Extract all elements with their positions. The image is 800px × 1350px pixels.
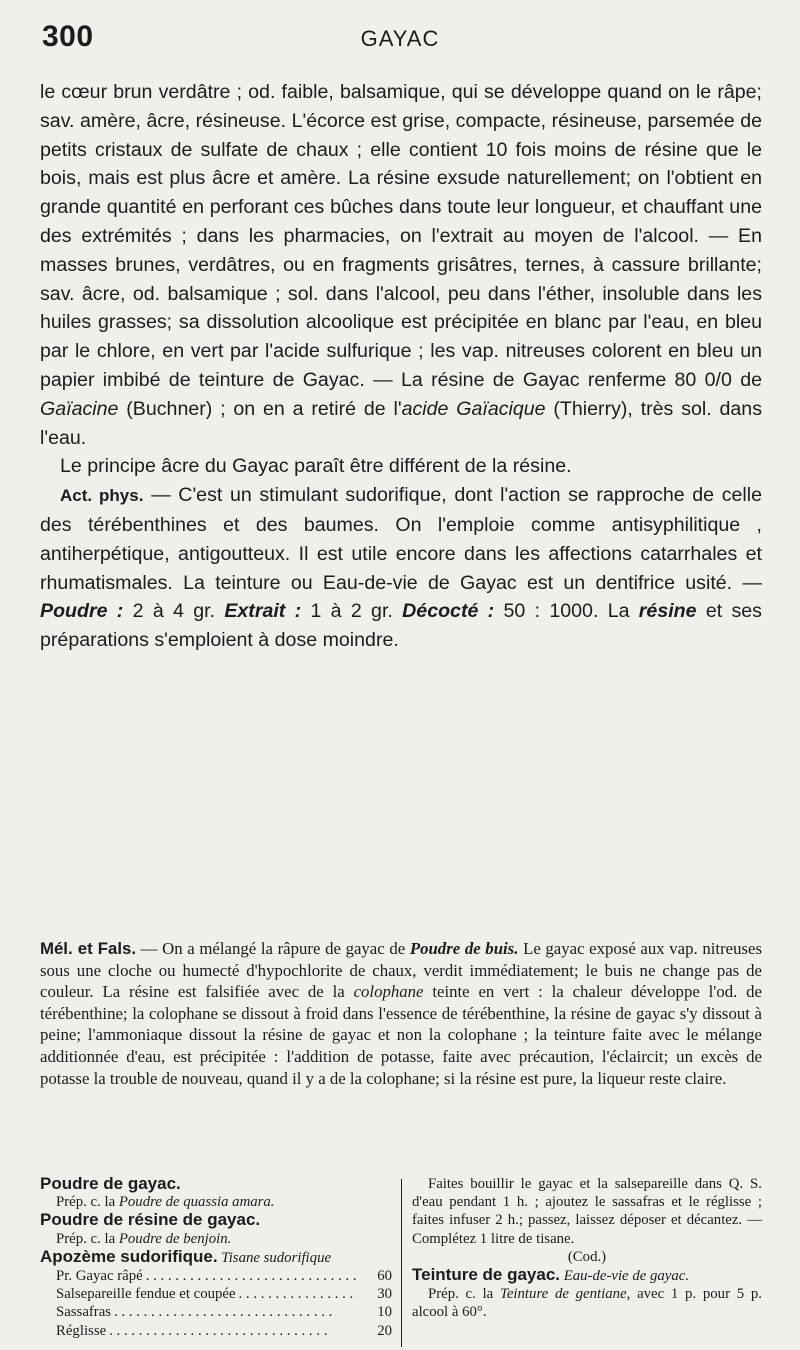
heading-apozeme-sudorifique: Apozème sudorifique. xyxy=(40,1246,218,1266)
page-number: 300 xyxy=(42,20,94,53)
prep-note xyxy=(40,1193,392,1211)
term-extrait: Extrait : xyxy=(224,600,302,623)
column-divider xyxy=(401,1179,402,1347)
instructions-text: Faites bouillir le gayac et la salsepareille dans Q. S. d'eau pendant 1 h. ; ajoutez le sassafras et le réglisse ; faites infuser 2 h.; passez, laissez déposer et décantez. — Complétez 1 litre de tisane. xyxy=(412,1176,762,1247)
term-gaiacine: Gaïacine xyxy=(40,397,119,420)
text-run: Prép. c. la xyxy=(56,1230,119,1247)
text-run: Prép. c. la xyxy=(56,1194,119,1211)
term-poudre: Poudre : xyxy=(40,600,124,623)
ingredient-name: Sassafras xyxy=(56,1304,112,1321)
text-run: Le gayac exposé aux vap. nitreuses sous une cloche ou humecté d'hypochlorite de chaux, verdit immédiatement; le buis ne change pas de couleur. La résine est falsifiée avec de la xyxy=(40,939,763,1002)
main-text xyxy=(40,78,762,655)
heading-teinture-de-gayac: Teinture de gayac. xyxy=(412,1265,561,1285)
term-ref: Poudre de benjoin. xyxy=(118,1230,232,1247)
source-cod: (Cod.) xyxy=(567,1248,607,1265)
term-poudre-de-buis: Poudre de buis. xyxy=(409,939,519,958)
text-run: 50 : 1000. La xyxy=(494,600,639,623)
page-header xyxy=(42,18,758,64)
text-run: (Thierry), très sol. dans l'eau. xyxy=(40,397,762,449)
preparations-right-column xyxy=(412,1175,762,1322)
term-acide-gaiacique: acide Gaïacique xyxy=(401,397,546,420)
heading-apozeme xyxy=(40,1248,392,1267)
heading-poudre-de-gayac: Poudre de gayac. xyxy=(40,1174,181,1193)
section-label-mel-fals: Mél. et Fals. xyxy=(40,939,137,958)
term-resine: résine xyxy=(638,600,697,623)
text-run: — On a mélangé la râpure de gayac de xyxy=(136,939,410,958)
text-run: le cœur brun verdâtre ; od. faible, balsamique, qui se développe quand on le râpe; sav. amère, âcre, résineuse. L'écorce est grise, compacte, résineuse, parsemée de petits cristaux de sulfate de chaux ; elle contient 10 fois moins de résine que le bois, mais est plus âcre et amère. La résine exsude naturellement; on l'obtient en grande quantité en perforant ces bûches dans toute leur longueur, et chauffant une des extrémités ; dans les pharmacies, on l'extrait au moyen de l'alcool. — En masses brunes, verdâtres, ou en fragments grisâtres, ternes, à cassure brillante; sav. âcre, od. balsamique ; sol. dans l'alcool, peu dans l'éther, insoluble dans les huiles grasses; sa dissolution alcoolique est précipitée en blanc par l'eau, en bleu par le chlore, en vert par l'acide sulfurique ; les vap. nitreuses colorent en bleu un papier imbibé de teinture de Gayac. — La résine de Gayac renferme 80 0/0 de xyxy=(40,81,762,391)
leader-dots xyxy=(106,1322,358,1340)
preparations-columns xyxy=(40,1175,762,1350)
paragraph-falsification xyxy=(40,938,762,1089)
ingredient-row xyxy=(40,1285,392,1303)
running-title: GAYAC xyxy=(360,26,440,51)
ingredient-qty: 30 xyxy=(377,1286,392,1303)
term-decocte: Décocté : xyxy=(402,600,495,623)
prep-note xyxy=(412,1285,762,1321)
paragraph-principe: Le principe âcre du Gayac paraît être différent de la résine. xyxy=(60,455,572,478)
text-run: 2 à 4 gr. xyxy=(123,600,225,623)
leader-dots xyxy=(236,1285,358,1303)
text-run: teinte en vert : la chaleur développe l'od. de térébenthine; la colophane se dissout à froid dans l'essence de térébenthine, la résine de gayac s'y dissout à peine; l'ammoniaque dissout la résine de gayac et non la colophane ; la teinture faite avec le mélange additionnée d'eau, est précipitée : l'addition de potasse, faite avec précaution, l'éclaircit; un excès de potasse la trouble de nouveau, quand il y a de la colophane; si la résine est pure, la liqueur reste claire. xyxy=(40,982,762,1088)
term-ref: Teinture de gentiane xyxy=(499,1286,627,1303)
ingredient-row xyxy=(40,1322,392,1340)
ingredient-qty: 20 xyxy=(377,1322,392,1339)
leader-dots xyxy=(143,1267,358,1285)
leader-dots xyxy=(111,1303,358,1321)
ingredient-row xyxy=(40,1267,392,1285)
text-run: 1 à 2 gr. xyxy=(301,600,403,623)
term-eau-de-vie: Eau-de-vie de gayac. xyxy=(563,1268,690,1285)
ingredient-name: Réglisse xyxy=(56,1322,107,1339)
term-ref: Poudre de quassia amara. xyxy=(118,1194,275,1211)
ingredient-name: Pr. Gayac râpé xyxy=(56,1268,143,1285)
ingredient-qty: 60 xyxy=(377,1268,392,1285)
prep-note xyxy=(40,1230,392,1248)
preparations-left-column xyxy=(40,1175,392,1340)
text-run: — C'est un stimulant sudorifique, dont l'action se rapproche de celle des térébenthines et des baumes. On l'emploie comme antisyphilitique , antiherpétique, antigoutteux. Il est utile encore dans les affections catarrhales et rhumatismales. La teinture ou Eau-de-vie de Gayac est un dentifrice usité. — xyxy=(40,484,763,594)
heading-poudre-de-resine: Poudre de résine de gayac. xyxy=(40,1210,261,1230)
ingredient-row xyxy=(40,1303,392,1321)
text-run: (Buchner) ; on en a retiré de l' xyxy=(118,397,402,420)
term-colophane: colophane xyxy=(353,982,424,1002)
ingredient-name: Salsepareille fendue et coupée xyxy=(56,1286,236,1303)
section-label-act-phys: Act. phys. xyxy=(60,486,144,506)
text-run: Prép. c. la xyxy=(428,1286,500,1303)
falsification-section xyxy=(40,938,762,1089)
paragraph-action xyxy=(40,481,762,655)
heading-teinture xyxy=(412,1266,762,1285)
ingredient-qty: 10 xyxy=(377,1304,392,1321)
term-tisane-sudorifique: Tisane sudorifique xyxy=(221,1249,332,1266)
text-run: et ses préparations s'emploient à dose moindre. xyxy=(40,600,762,652)
text-run: , avec 1 p. pour 5 p. alcool à 60°. xyxy=(412,1286,762,1321)
paragraph-properties xyxy=(40,78,762,452)
